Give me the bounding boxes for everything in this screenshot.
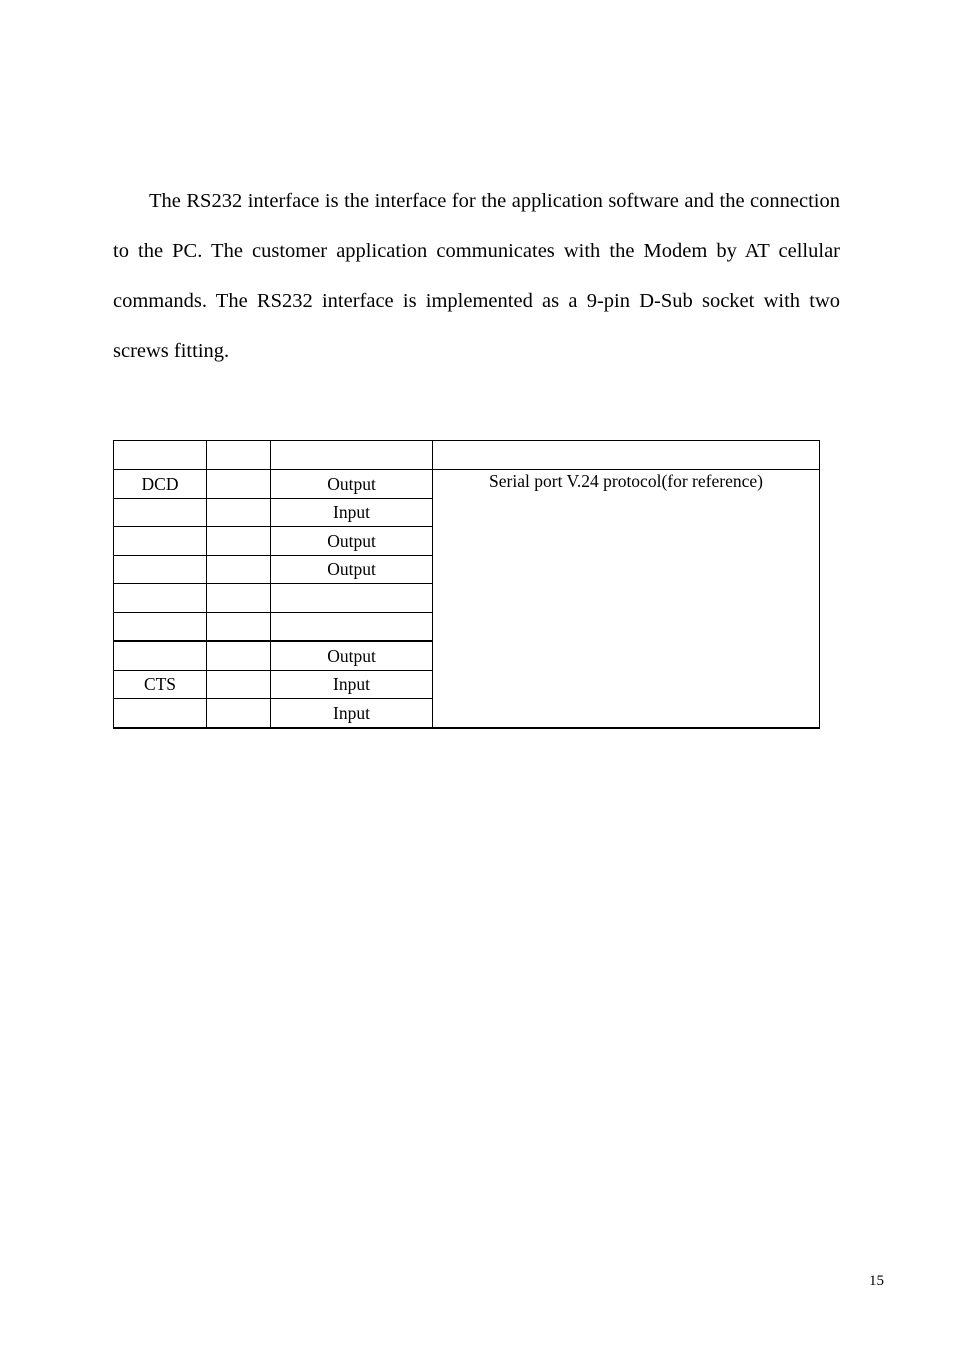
direction-cell (271, 612, 433, 641)
signal-cell: CTS (114, 670, 207, 699)
direction-cell: Output (271, 470, 433, 499)
table-header-row (114, 441, 820, 470)
pin-cell (207, 699, 271, 728)
signal-cell (114, 612, 207, 641)
body-paragraph: The RS232 interface is the interface for the application software and the connection to the PC. The customer application communicates with the Modem by AT cellular commands. The RS232 interface is implemented as a 9-pin D-Sub socket with two screws fitting. (113, 190, 840, 362)
pin-cell (207, 584, 271, 613)
pin-cell (207, 555, 271, 584)
direction-cell: Output (271, 527, 433, 556)
direction-cell: Input (271, 699, 433, 728)
pin-cell (207, 470, 271, 499)
signal-cell (114, 641, 207, 670)
pin-cell (207, 641, 271, 670)
signal-cell (114, 584, 207, 613)
pin-cell (207, 612, 271, 641)
pin-cell (207, 498, 271, 527)
header-cell-signal (114, 441, 207, 470)
direction-cell: Input (271, 670, 433, 699)
table-row (114, 470, 820, 499)
direction-cell (271, 584, 433, 613)
signal-cell (114, 699, 207, 728)
direction-cell: Input (271, 498, 433, 527)
signal-cell (114, 527, 207, 556)
remark-cell: Serial port V.24 protocol(for reference) (433, 470, 820, 728)
header-cell-pin (207, 441, 271, 470)
signal-cell (114, 555, 207, 584)
signal-cell: DCD (114, 470, 207, 499)
direction-cell: Output (271, 641, 433, 670)
signal-cell (114, 498, 207, 527)
rs232-pin-table (113, 440, 820, 729)
pin-cell (207, 670, 271, 699)
header-cell-remark (433, 441, 820, 470)
pin-cell (207, 527, 271, 556)
page-number: 15 (869, 1273, 884, 1289)
direction-cell: Output (271, 555, 433, 584)
header-cell-direction (271, 441, 433, 470)
